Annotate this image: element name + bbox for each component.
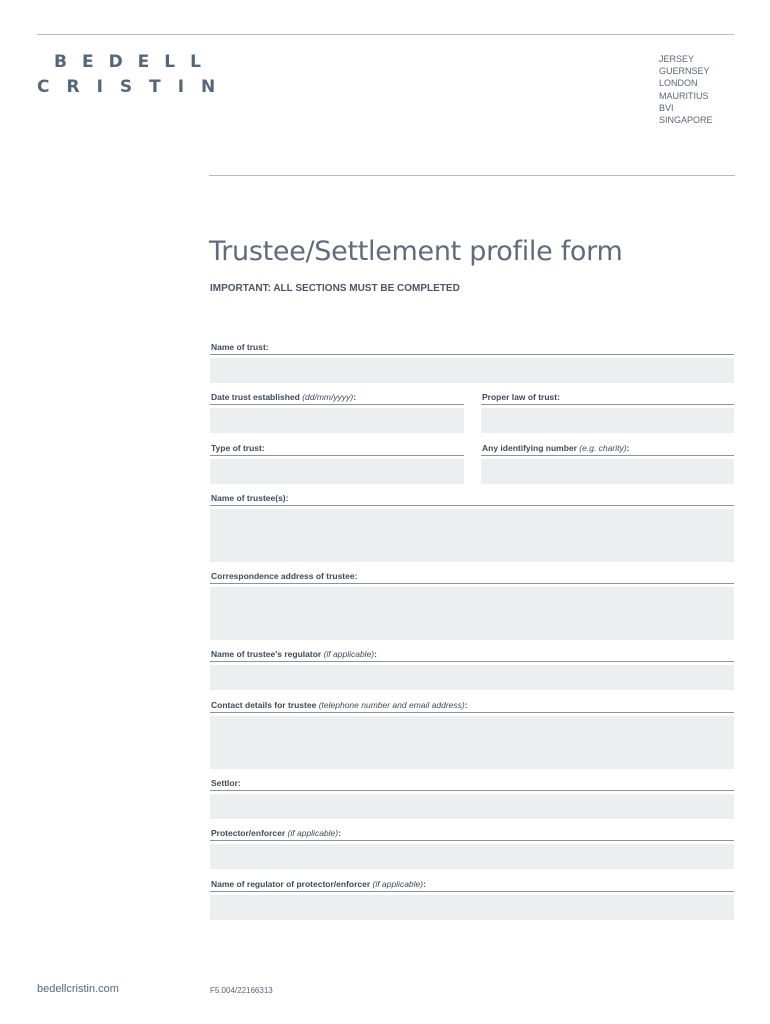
trustee-regulator-label-text: Name of trustee's regulator: [211, 649, 322, 659]
proper-law-field[interactable]: [481, 408, 734, 433]
header-divider: [37, 34, 734, 35]
field-rule: [210, 354, 734, 355]
contact-details-label-text: Contact details for trustee: [211, 700, 317, 710]
office-item: SINGAPORE: [659, 115, 713, 126]
protector-regulator-label: [211, 879, 426, 889]
settlor-label: Settlor:: [211, 778, 241, 788]
date-established-label: [211, 392, 356, 402]
correspondence-address-label: Correspondence address of trustee:: [211, 571, 358, 581]
name-of-trust-label: Name of trust:: [211, 342, 269, 352]
protector-field[interactable]: [210, 844, 734, 869]
field-rule: [210, 583, 734, 584]
label-colon: :: [374, 649, 377, 659]
protector-regulator-label-text: Name of regulator of protector/enforcer: [211, 879, 371, 889]
field-rule: [210, 891, 734, 892]
logo-line-1: BEDELL: [54, 52, 216, 72]
identifying-number-hint: (e.g. charity): [579, 443, 627, 453]
type-of-trust-field[interactable]: [210, 459, 464, 484]
trustee-regulator-field[interactable]: [210, 665, 734, 690]
form-title: Trustee/Settlement profile form: [209, 236, 623, 267]
logo-line-2: CRISTIN: [37, 77, 233, 97]
contact-details-label: [211, 700, 468, 710]
bedell-cristin-logo: [37, 52, 232, 97]
office-locations: [659, 53, 713, 126]
trustee-regulator-hint: (if applicable): [323, 649, 375, 659]
label-colon: :: [353, 392, 357, 402]
office-item: JERSEY: [659, 54, 695, 64]
contact-details-field[interactable]: [210, 716, 734, 769]
protector-hint: (if applicable): [287, 828, 339, 838]
label-colon: :: [464, 700, 468, 710]
field-rule: [210, 404, 464, 405]
office-item: LONDON: [659, 78, 698, 89]
identifying-number-field[interactable]: [481, 459, 734, 484]
label-colon: :: [626, 443, 630, 453]
date-established-field[interactable]: [210, 408, 464, 433]
protector-label-text: Protector/enforcer: [211, 828, 286, 838]
field-rule: [210, 661, 734, 662]
field-rule: [481, 404, 734, 405]
type-of-trust-label: Type of trust:: [211, 443, 265, 453]
correspondence-address-field[interactable]: [210, 587, 734, 640]
label-colon: :: [423, 879, 426, 889]
field-rule: [210, 790, 734, 791]
field-rule: [210, 712, 734, 713]
name-of-trustees-label: Name of trustee(s):: [211, 493, 289, 503]
footer-reference: F5.004/22166313: [210, 986, 273, 995]
identifying-number-label-text: Any identifying number: [482, 443, 577, 453]
protector-regulator-field[interactable]: [210, 895, 734, 920]
name-of-trust-field[interactable]: [210, 358, 734, 383]
office-item: MAURITIUS: [659, 90, 709, 101]
title-divider: [209, 175, 735, 176]
protector-regulator-hint: (if applicable): [372, 879, 424, 889]
footer-website: bedellcristin.com: [37, 983, 119, 995]
important-notice: IMPORTANT: ALL SECTIONS MUST BE COMPLETED: [210, 283, 460, 294]
field-rule: [210, 840, 734, 841]
proper-law-label: Proper law of trust:: [482, 392, 560, 402]
office-item: BVI: [659, 102, 674, 113]
label-colon: :: [338, 828, 341, 838]
field-rule: [481, 455, 734, 456]
contact-details-hint: (telephone number and email address): [318, 700, 465, 710]
trustee-regulator-label: [211, 649, 377, 659]
field-rule: [210, 455, 464, 456]
identifying-number-label: [482, 443, 629, 453]
date-established-label-text: Date trust established: [211, 392, 300, 402]
office-item: GUERNSEY: [659, 66, 710, 77]
protector-label: [211, 828, 341, 838]
field-rule: [210, 505, 734, 506]
settlor-field[interactable]: [210, 794, 734, 819]
name-of-trustees-field[interactable]: [210, 509, 734, 562]
date-established-hint: (dd/mm/yyyy): [302, 392, 354, 402]
